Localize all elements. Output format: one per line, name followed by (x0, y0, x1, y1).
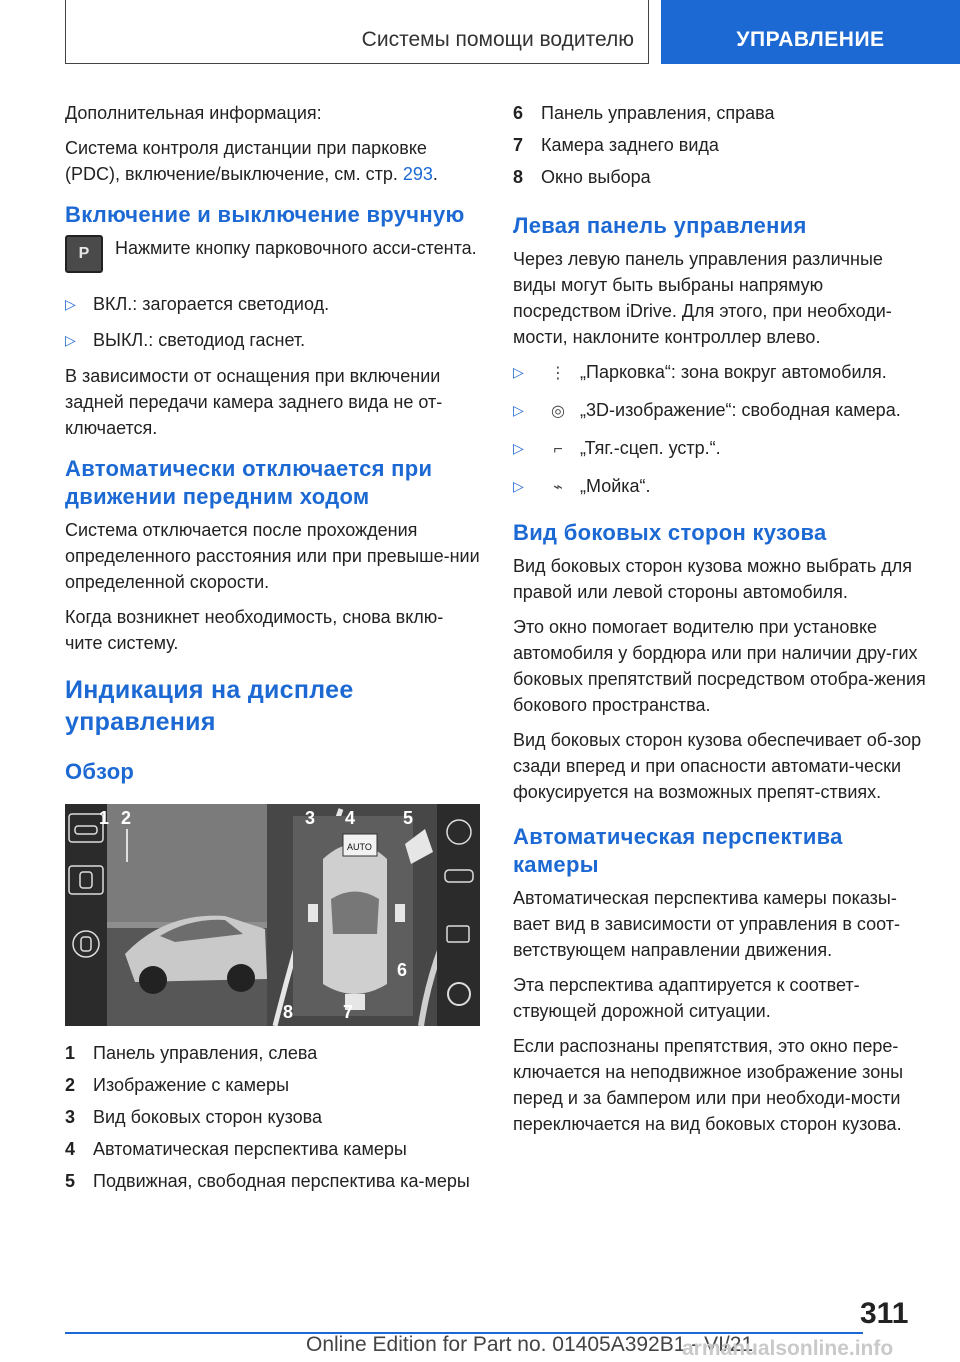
header-section-title: Системы помощи водителю (361, 28, 634, 51)
auto-label: AUTO (347, 842, 372, 852)
list-item: 1 Панель управления, слева (65, 1043, 318, 1063)
side-view-text-2: Это окно помогает водителю при установке автомобиля у бордюра или при наличии дру-гих боковых препятствий посредством отобра-жения бокового пространства. (513, 617, 926, 715)
header-chapter-title: УПРАВЛЕНИЕ (736, 28, 885, 51)
pdc-reference: Система контроля дистанции при парковке (PDC), включение/выключение, см. стр. 293. (65, 138, 438, 184)
callout-7: 7 (343, 1002, 354, 1022)
callout-3: 3 (305, 808, 316, 828)
bullet-3d: ▷ ◎ „3D-изображение“: свободная камера. (513, 397, 928, 425)
bullet-triangle-icon: ▷ (65, 296, 76, 312)
callout-6: 6 (397, 960, 408, 980)
heading-display: Индикация на дисплее управления (65, 676, 354, 736)
callout-4: 4 (345, 808, 356, 828)
side-view-text-1: Вид боковых сторон кузова можно выбрать для правой или левой стороны автомобиля. (513, 556, 912, 602)
trailer-hitch-icon: ⌐ (553, 441, 563, 458)
bullet-triangle-icon: ▷ (513, 478, 524, 494)
footer-edition: Online Edition for Part no. 01405A392B1 - VI/21 (306, 1333, 754, 1356)
list-item: 6 Панель управления, справа (513, 103, 775, 123)
legend-list-left (65, 1040, 480, 1194)
bullet-parking: ▷ ⋮ „Парковка“: зона вокруг автомобиля. (513, 359, 928, 387)
list-item: 5 Подвижная, свободная перспектива ка-меры (65, 1171, 470, 1191)
camera-display-figure (65, 804, 480, 1026)
heading-auto-perspective: Автоматическая перспектива камеры (513, 824, 843, 877)
legend-list-right (513, 100, 928, 190)
right-column (513, 100, 928, 1146)
side-view-text-3: Вид боковых сторон кузова обеспечивает об-зор сзади вперед и при опасности автомати-чески фокусируется на возможных препят-ствиях. (513, 730, 922, 802)
auto-off-text-2: Когда возникнет необходимость, снова вклю-чите систему. (65, 607, 444, 653)
list-item: 4 Автоматическая перспектива камеры (65, 1139, 407, 1159)
bullet-off: ▷ ВЫКЛ.: светодиод гаснет. (65, 327, 480, 353)
parking-assistant-button-icon: P (65, 235, 103, 273)
perspective-text-3: Если распознаны препятствия, это окно пере-ключается на неподвижное изображение зоны перед и за бампером или при необходи-мости переключается на вид боковых сторон кузова. (513, 1036, 904, 1134)
watermark: armanualsonline.info (682, 1337, 894, 1360)
bullet-triangle-icon: ▷ (65, 332, 76, 348)
camera-display-illustration (65, 804, 480, 1026)
callout-2: 2 (121, 808, 132, 828)
page-number: 311 (860, 1297, 909, 1330)
perspective-text-1: Автоматическая перспектива камеры показы-вает вид в зависимости от управления в соот-ветствующем направлении движения. (513, 888, 900, 960)
heading-side-view: Вид боковых сторон кузова (513, 520, 827, 545)
auto-off-text-1: Система отключается после прохождения определенного расстояния или при превыше-нии определенной скорости. (65, 520, 480, 592)
bullet-triangle-icon: ▷ (513, 402, 524, 418)
parking-view-icon: ⋮ (550, 365, 566, 382)
press-instruction: Нажмите кнопку парковочного асси-стента. (115, 238, 477, 258)
page-link-293[interactable]: 293 (402, 164, 433, 184)
header-chapter-tab[interactable] (661, 0, 960, 64)
bullet-triangle-icon: ▷ (513, 364, 524, 380)
heading-left-panel: Левая панель управления (513, 213, 807, 238)
left-panel-text: Через левую панель управления различные виды могут быть выбраны напрямую посредством iDrive. Для этого, при необходи-мости, наклоните контроллер влево. (513, 249, 892, 347)
heading-overview: Обзор (65, 759, 135, 784)
list-item: 2 Изображение с камеры (65, 1075, 290, 1095)
heading-manual: Включение и выключение вручную (65, 202, 465, 227)
callout-1: 1 (99, 808, 110, 828)
bullet-hitch: ▷ ⌐ „Тяг.-сцеп. устр.“. (513, 435, 928, 463)
callout-8: 8 (283, 1002, 294, 1022)
press-button-row (65, 235, 480, 273)
callout-5: 5 (403, 808, 414, 828)
bullet-on: ▷ ВКЛ.: загорается светодиод. (65, 291, 480, 317)
list-item: 8 Окно выбора (513, 167, 651, 187)
list-item: 7 Камера заднего вида (513, 135, 719, 155)
heading-auto-off: Автоматически отключается при движении передним ходом (65, 456, 433, 509)
info-label: Дополнительная информация: (65, 103, 322, 123)
left-column (65, 100, 480, 1200)
car-wash-icon: ⌁ (553, 479, 563, 496)
bullet-wash: ▷ ⌁ „Мойка“. (513, 473, 928, 501)
list-item: 3 Вид боковых сторон кузова (65, 1107, 322, 1127)
3d-view-icon: ◎ (551, 403, 565, 420)
perspective-text-2: Эта перспектива адаптируется к соответ-ствующей дорожной ситуации. (513, 975, 860, 1021)
bullet-triangle-icon: ▷ (513, 440, 524, 456)
reverse-note: В зависимости от оснащения при включении задней передачи камера заднего вида не от-ключается. (65, 366, 443, 438)
header-section-box (65, 0, 649, 64)
